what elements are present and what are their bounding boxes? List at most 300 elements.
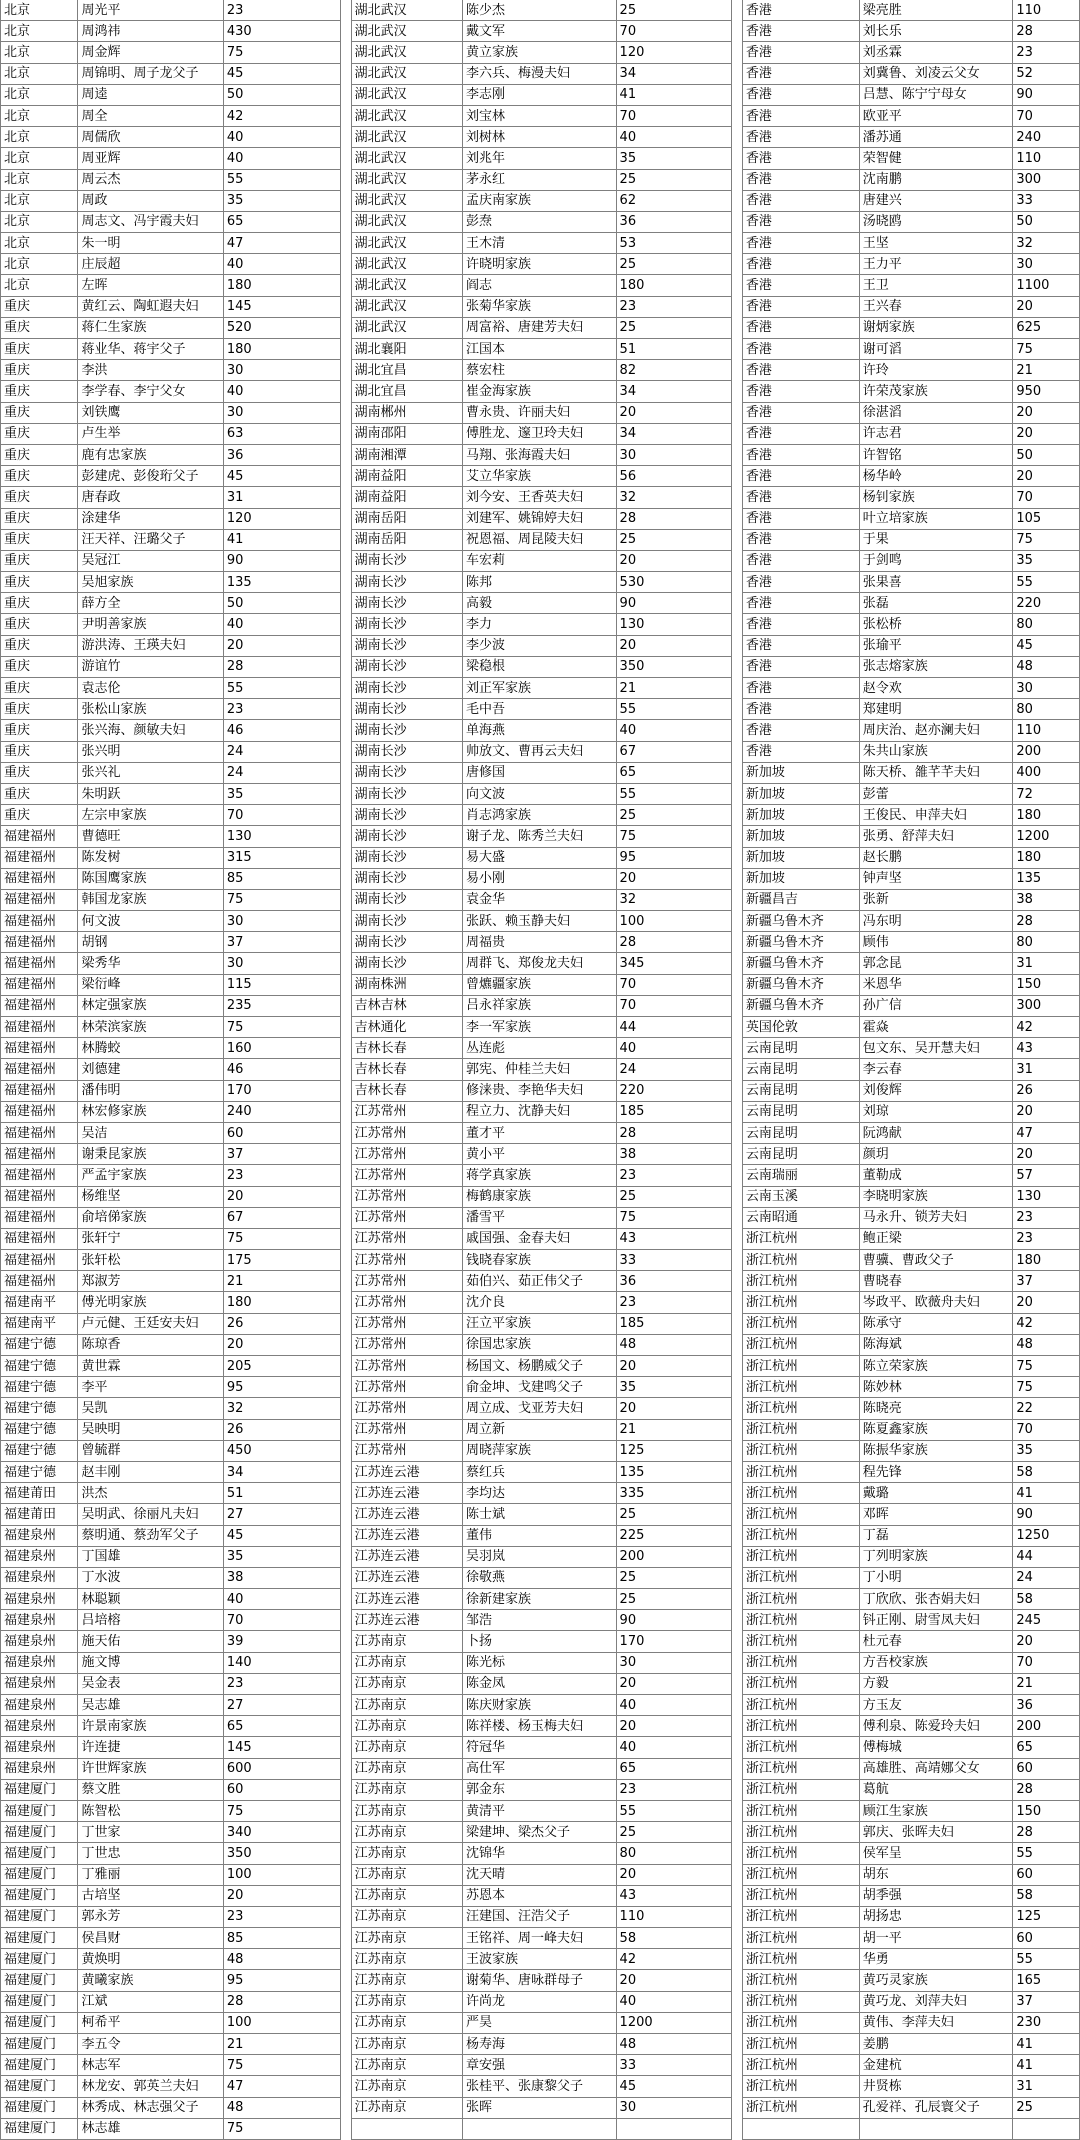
wealth-cell: 30 (1013, 678, 1080, 699)
city-cell: 香港 (742, 593, 859, 614)
name-cell: 刘树林 (463, 127, 617, 148)
city-cell: 重庆 (1, 741, 78, 762)
wealth-cell: 180 (1013, 805, 1080, 826)
wealth-cell: 48 (616, 2034, 732, 2055)
name-cell: 丁水波 (78, 1567, 223, 1588)
city-cell: 香港 (742, 656, 859, 677)
city-cell: 福建福州 (1, 1017, 78, 1038)
column-gap (732, 2097, 743, 2118)
city-cell: 浙江杭州 (742, 1864, 859, 1885)
city-cell: 湖南岳阳 (351, 508, 462, 529)
name-cell: 单海燕 (463, 720, 617, 741)
name-cell: 葛航 (859, 1779, 1013, 1800)
name-cell: 张松山家族 (78, 699, 223, 720)
city-cell: 江苏南京 (351, 1822, 462, 1843)
column-gap (340, 572, 351, 593)
city-cell: 江苏南京 (351, 1928, 462, 1949)
table-row (1, 1758, 1080, 1779)
wealth-cell: 100 (616, 911, 732, 932)
column-gap (732, 1779, 743, 1800)
column-gap (340, 444, 351, 465)
city-cell: 浙江杭州 (742, 1525, 859, 1546)
city-cell: 江苏常州 (351, 1377, 462, 1398)
city-cell: 北京 (1, 84, 78, 105)
column-gap (340, 1673, 351, 1694)
wealth-cell: 65 (1013, 1737, 1080, 1758)
name-cell: 何文波 (78, 911, 223, 932)
name-cell: 张新 (859, 889, 1013, 910)
wealth-cell: 950 (1013, 381, 1080, 402)
city-cell (351, 2118, 462, 2139)
city-cell: 福建福州 (1, 1101, 78, 1122)
name-cell: 毛中吾 (463, 699, 617, 720)
city-cell: 江苏常州 (351, 1440, 462, 1461)
wealth-cell: 65 (223, 211, 340, 232)
table-row (1, 1144, 1080, 1165)
name-cell: 许荣茂家族 (859, 381, 1013, 402)
table-row (1, 741, 1080, 762)
wealth-cell: 225 (616, 1525, 732, 1546)
column-gap (340, 1779, 351, 1800)
column-gap (732, 63, 743, 84)
wealth-cell: 24 (1013, 1567, 1080, 1588)
column-gap (732, 402, 743, 423)
column-gap (340, 1207, 351, 1228)
table-row (1, 1483, 1080, 1504)
name-cell: 徐新建家族 (463, 1589, 617, 1610)
wealth-cell: 36 (616, 211, 732, 232)
wealth-cell: 58 (616, 1928, 732, 1949)
wealth-cell: 57 (1013, 1165, 1080, 1186)
city-cell (742, 2118, 859, 2139)
column-gap (340, 1906, 351, 1927)
column-gap (732, 1589, 743, 1610)
wealth-cell: 63 (223, 423, 340, 444)
wealth-cell: 38 (1013, 889, 1080, 910)
city-cell: 福建泉州 (1, 1716, 78, 1737)
table-row (1, 1059, 1080, 1080)
wealth-cell: 43 (616, 1228, 732, 1249)
column-gap (340, 826, 351, 847)
column-gap (732, 1737, 743, 1758)
city-cell: 重庆 (1, 572, 78, 593)
name-cell: 周逵 (78, 84, 223, 105)
wealth-cell: 35 (1013, 550, 1080, 571)
name-cell: 朱明跃 (78, 783, 223, 804)
city-cell: 重庆 (1, 805, 78, 826)
name-cell: 王俊民、申萍夫妇 (859, 805, 1013, 826)
wealth-cell: 90 (616, 593, 732, 614)
name-cell: 杜元春 (859, 1631, 1013, 1652)
table-row (1, 762, 1080, 783)
column-gap (732, 233, 743, 254)
wealth-cell: 53 (616, 233, 732, 254)
table-row (1, 190, 1080, 211)
name-cell: 汪天祥、汪璐父子 (78, 529, 223, 550)
city-cell: 新疆乌鲁木齐 (742, 953, 859, 974)
column-gap (340, 1461, 351, 1482)
name-cell: 陈立荣家族 (859, 1356, 1013, 1377)
name-cell: 许世辉家族 (78, 1758, 223, 1779)
wealth-cell: 70 (616, 974, 732, 995)
city-cell: 福建福州 (1, 1038, 78, 1059)
name-cell: 黄清平 (463, 1800, 617, 1821)
name-cell: 陈智松 (78, 1800, 223, 1821)
name-cell: 李五令 (78, 2034, 223, 2055)
name-cell: 许智铭 (859, 444, 1013, 465)
column-gap (732, 1504, 743, 1525)
name-cell: 马永升、锁芳夫妇 (859, 1207, 1013, 1228)
wealth-cell: 32 (1013, 233, 1080, 254)
name-cell: 吕慧、陈宁宁母女 (859, 84, 1013, 105)
wealth-cell: 31 (1013, 953, 1080, 974)
city-cell: 江苏常州 (351, 1356, 462, 1377)
table-row (1, 402, 1080, 423)
wealth-cell: 50 (223, 593, 340, 614)
name-cell: 曹永贵、许丽夫妇 (463, 402, 617, 423)
wealth-cell: 20 (616, 1716, 732, 1737)
name-cell: 柯希平 (78, 2012, 223, 2033)
wealth-cell: 55 (616, 783, 732, 804)
name-cell: 陈庆财家族 (463, 1695, 617, 1716)
wealth-cell: 20 (1013, 1631, 1080, 1652)
wealth-cell: 28 (223, 1991, 340, 2012)
name-cell: 周富裕、唐建芳夫妇 (463, 317, 617, 338)
wealth-cell: 37 (223, 1144, 340, 1165)
name-cell: 刘德建 (78, 1059, 223, 1080)
city-cell: 浙江杭州 (742, 1313, 859, 1334)
name-cell: 霍焱 (859, 1017, 1013, 1038)
name-cell: 车宏莉 (463, 550, 617, 571)
column-gap (732, 1567, 743, 1588)
column-gap (340, 2034, 351, 2055)
table-row (1, 1800, 1080, 1821)
wealth-cell: 28 (1013, 21, 1080, 42)
city-cell: 浙江杭州 (742, 2097, 859, 2118)
name-cell: 游洪涛、王瑛夫妇 (78, 635, 223, 656)
column-gap (340, 466, 351, 487)
city-cell: 湖南长沙 (351, 593, 462, 614)
name-cell: 周金辉 (78, 42, 223, 63)
name-cell: 刘长乐 (859, 21, 1013, 42)
name-cell: 张瑜平 (859, 635, 1013, 656)
wealth-cell: 30 (223, 953, 340, 974)
table-row (1, 1673, 1080, 1694)
column-gap (732, 889, 743, 910)
table-row (1, 1419, 1080, 1440)
name-cell: 陈邦 (463, 572, 617, 593)
column-gap (340, 1928, 351, 1949)
city-cell: 重庆 (1, 317, 78, 338)
name-cell: 于剑鸣 (859, 550, 1013, 571)
column-gap (340, 1843, 351, 1864)
name-cell: 吴洁 (78, 1122, 223, 1143)
wealth-cell: 40 (223, 254, 340, 275)
column-gap (340, 1758, 351, 1779)
wealth-cell: 85 (223, 1928, 340, 1949)
wealth-cell: 51 (223, 1483, 340, 1504)
name-cell: 戴文军 (463, 21, 617, 42)
wealth-cell: 75 (223, 889, 340, 910)
city-cell: 福建莆田 (1, 1504, 78, 1525)
city-cell: 云南玉溪 (742, 1186, 859, 1207)
city-cell: 湖南长沙 (351, 699, 462, 720)
name-cell: 傅利泉、陈爱玲夫妇 (859, 1716, 1013, 1737)
city-cell: 香港 (742, 529, 859, 550)
wealth-cell: 220 (616, 1080, 732, 1101)
wealth-cell: 1100 (1013, 275, 1080, 296)
column-gap (340, 911, 351, 932)
column-gap (340, 1017, 351, 1038)
wealth-cell: 25 (616, 1504, 732, 1525)
column-gap (732, 1271, 743, 1292)
table-row (1, 444, 1080, 465)
table-row (1, 63, 1080, 84)
wealth-cell: 58 (1013, 1885, 1080, 1906)
name-cell: 薛方全 (78, 593, 223, 614)
wealth-cell: 20 (1013, 423, 1080, 444)
wealth-cell: 37 (1013, 1271, 1080, 1292)
name-cell: 王力平 (859, 254, 1013, 275)
city-cell: 福建厦门 (1, 2012, 78, 2033)
table-row (1, 847, 1080, 868)
name-cell: 曹晓春 (859, 1271, 1013, 1292)
column-gap (340, 1186, 351, 1207)
name-cell: 张菊华家族 (463, 296, 617, 317)
city-cell: 吉林长春 (351, 1080, 462, 1101)
name-cell: 王木清 (463, 233, 617, 254)
name-cell: 曾毓群 (78, 1440, 223, 1461)
column-gap (732, 1059, 743, 1080)
city-cell: 湖北武汉 (351, 84, 462, 105)
city-cell: 香港 (742, 254, 859, 275)
column-gap (732, 360, 743, 381)
table-row (1, 1165, 1080, 1186)
column-gap (732, 148, 743, 169)
name-cell: 岑政平、欧薇舟夫妇 (859, 1292, 1013, 1313)
wealth-cell: 23 (223, 0, 340, 21)
column-gap (732, 2034, 743, 2055)
wealth-cell: 75 (223, 2055, 340, 2076)
name-cell: 崔金海家族 (463, 381, 617, 402)
wealth-cell: 28 (1013, 911, 1080, 932)
column-gap (732, 1906, 743, 1927)
column-gap (732, 1122, 743, 1143)
wealth-cell: 80 (1013, 614, 1080, 635)
city-cell: 香港 (742, 487, 859, 508)
name-cell: 张松桥 (859, 614, 1013, 635)
wealth-cell: 150 (1013, 974, 1080, 995)
column-gap (340, 1610, 351, 1631)
name-cell: 刘兆年 (463, 148, 617, 169)
column-gap (340, 868, 351, 889)
city-cell: 浙江杭州 (742, 2034, 859, 2055)
wealth-cell: 40 (616, 1991, 732, 2012)
name-cell: 金建杭 (859, 2055, 1013, 2076)
column-gap (340, 1080, 351, 1101)
name-cell: 孟庆南家族 (463, 190, 617, 211)
wealth-cell: 40 (223, 614, 340, 635)
city-cell: 湖北武汉 (351, 169, 462, 190)
wealth-cell: 20 (616, 402, 732, 423)
city-cell: 北京 (1, 254, 78, 275)
city-cell: 香港 (742, 105, 859, 126)
wealth-cell: 56 (616, 466, 732, 487)
column-gap (340, 402, 351, 423)
wealth-cell: 1250 (1013, 1525, 1080, 1546)
name-cell: 周福贵 (463, 932, 617, 953)
column-gap (340, 656, 351, 677)
column-gap (340, 1228, 351, 1249)
city-cell: 浙江杭州 (742, 1843, 859, 1864)
name-cell: 张轩松 (78, 1250, 223, 1271)
city-cell: 浙江杭州 (742, 1504, 859, 1525)
city-cell: 香港 (742, 699, 859, 720)
city-cell: 浙江杭州 (742, 1822, 859, 1843)
wealth-cell: 38 (616, 1144, 732, 1165)
column-gap (732, 741, 743, 762)
city-cell: 江苏常州 (351, 1122, 462, 1143)
column-gap (732, 635, 743, 656)
wealth-cell: 36 (1013, 1695, 1080, 1716)
column-gap (340, 1504, 351, 1525)
city-cell: 重庆 (1, 360, 78, 381)
name-cell: 陈振华家族 (859, 1440, 1013, 1461)
city-cell: 北京 (1, 233, 78, 254)
column-gap (732, 720, 743, 741)
name-cell: 王铭祥、周一峰夫妇 (463, 1928, 617, 1949)
wealth-cell: 75 (1013, 1377, 1080, 1398)
table-row (1, 127, 1080, 148)
city-cell: 福建厦门 (1, 1991, 78, 2012)
wealth-cell: 23 (616, 296, 732, 317)
table-row (1, 572, 1080, 593)
city-cell: 湖北武汉 (351, 127, 462, 148)
name-cell: 方毅 (859, 1673, 1013, 1694)
column-gap (732, 1313, 743, 1334)
city-cell: 湖南益阳 (351, 466, 462, 487)
city-cell: 重庆 (1, 762, 78, 783)
name-cell: 陈祥楼、杨玉梅夫妇 (463, 1716, 617, 1737)
name-cell: 黄巧灵家族 (859, 1970, 1013, 1991)
name-cell: 赵长鹏 (859, 847, 1013, 868)
name-cell: 高仕军 (463, 1758, 617, 1779)
name-cell: 黄小平 (463, 1144, 617, 1165)
name-cell: 傅梅城 (859, 1737, 1013, 1758)
wealth-cell: 37 (1013, 1991, 1080, 2012)
city-cell: 福建福州 (1, 847, 78, 868)
column-gap (732, 1377, 743, 1398)
table-row (1, 169, 1080, 190)
column-gap (340, 1440, 351, 1461)
column-gap (340, 1250, 351, 1271)
column-gap (732, 1038, 743, 1059)
name-cell: 丛连彪 (463, 1038, 617, 1059)
name-cell: 苏恩本 (463, 1885, 617, 1906)
city-cell: 福建福州 (1, 974, 78, 995)
wealth-cell: 48 (223, 2097, 340, 2118)
column-gap (340, 550, 351, 571)
column-gap (732, 678, 743, 699)
column-gap (732, 0, 743, 21)
name-cell: 许景南家族 (78, 1716, 223, 1737)
name-cell: 梁建坤、梁杰父子 (463, 1822, 617, 1843)
table-row (1, 1970, 1080, 1991)
wealth-cell: 47 (223, 2076, 340, 2097)
name-cell: 许连捷 (78, 1737, 223, 1758)
column-gap (340, 275, 351, 296)
city-cell: 香港 (742, 466, 859, 487)
name-cell: 曹德旺 (78, 826, 223, 847)
city-cell: 重庆 (1, 423, 78, 444)
name-cell: 李一军家族 (463, 1017, 617, 1038)
wealth-cell: 27 (223, 1504, 340, 1525)
city-cell: 湖南长沙 (351, 932, 462, 953)
city-cell: 福建福州 (1, 911, 78, 932)
name-cell: 陈夏鑫家族 (859, 1419, 1013, 1440)
name-cell: 丁雅丽 (78, 1864, 223, 1885)
city-cell: 重庆 (1, 699, 78, 720)
name-cell: 华勇 (859, 1949, 1013, 1970)
table-row (1, 1356, 1080, 1377)
city-cell: 江苏南京 (351, 1906, 462, 1927)
wealth-cell: 80 (1013, 932, 1080, 953)
table-row (1, 105, 1080, 126)
name-cell: 李六兵、梅漫夫妇 (463, 63, 617, 84)
name-cell: 丁世家 (78, 1822, 223, 1843)
city-cell: 浙江杭州 (742, 1906, 859, 1927)
table-row (1, 2076, 1080, 2097)
city-cell: 香港 (742, 402, 859, 423)
city-cell: 香港 (742, 233, 859, 254)
column-gap (340, 148, 351, 169)
wealth-cell: 350 (616, 656, 732, 677)
column-gap (732, 1843, 743, 1864)
column-gap (732, 105, 743, 126)
column-gap (340, 63, 351, 84)
city-cell: 江苏常州 (351, 1398, 462, 1419)
city-cell: 云南昆明 (742, 1144, 859, 1165)
table-row (1, 656, 1080, 677)
city-cell: 浙江杭州 (742, 1991, 859, 2012)
table-row (1, 1377, 1080, 1398)
name-cell: 刘宝林 (463, 105, 617, 126)
column-gap (732, 1970, 743, 1991)
column-gap (340, 1483, 351, 1504)
wealth-cell: 35 (616, 1377, 732, 1398)
city-cell: 福建厦门 (1, 2097, 78, 2118)
city-cell: 重庆 (1, 678, 78, 699)
name-cell: 蒋仁生家族 (78, 317, 223, 338)
city-cell: 湖南岳阳 (351, 529, 462, 550)
wealth-cell: 35 (223, 783, 340, 804)
name-cell: 梁亮胜 (859, 0, 1013, 21)
name-cell: 顾伟 (859, 932, 1013, 953)
city-cell: 福建厦门 (1, 1928, 78, 1949)
name-cell: 陈少杰 (463, 0, 617, 21)
column-gap (340, 2076, 351, 2097)
city-cell: 江苏连云港 (351, 1525, 462, 1546)
name-cell: 谢子龙、陈秀兰夫妇 (463, 826, 617, 847)
wealth-cell: 58 (1013, 1589, 1080, 1610)
city-cell: 香港 (742, 211, 859, 232)
wealth-cell: 170 (223, 1080, 340, 1101)
column-gap (732, 911, 743, 932)
wealth-cell: 21 (223, 1271, 340, 1292)
wealth-cell: 60 (1013, 1864, 1080, 1885)
wealth-cell: 21 (223, 2034, 340, 2055)
column-gap (732, 699, 743, 720)
